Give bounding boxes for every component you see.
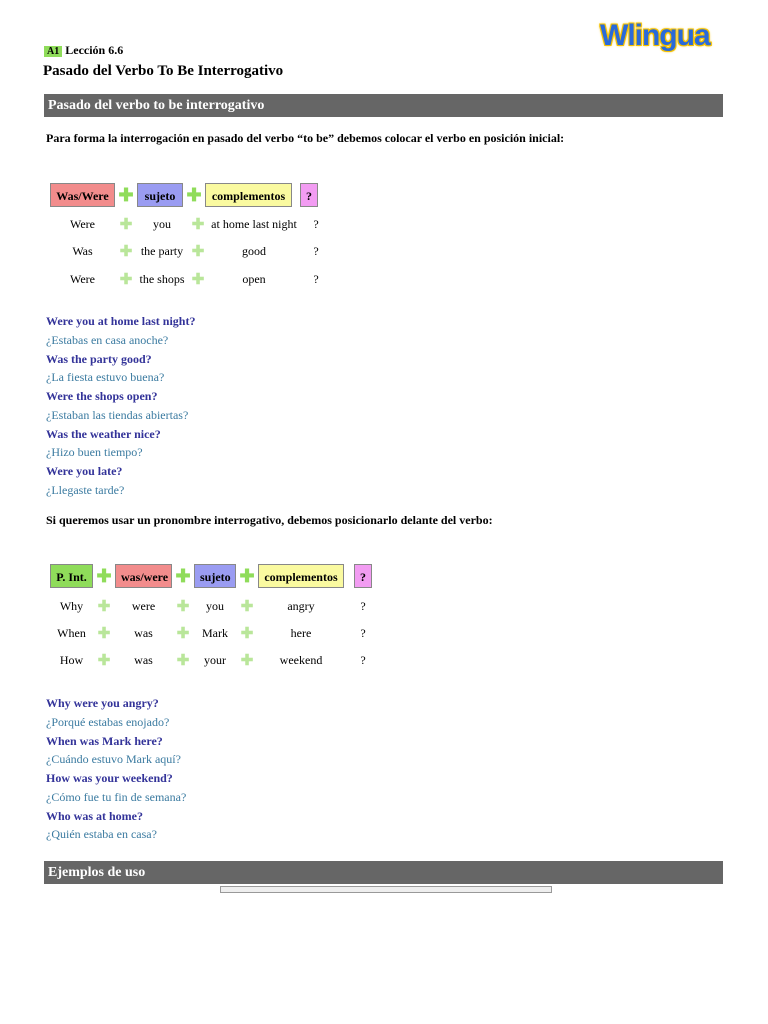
section-header-examples: Ejemplos de uso bbox=[44, 861, 723, 884]
plus-icon: ✚ bbox=[240, 625, 254, 642]
example-spanish: ¿Llegaste tarde? bbox=[46, 482, 125, 497]
example-english: Was the weather nice? bbox=[46, 426, 161, 441]
formula-cell: ? bbox=[313, 243, 319, 258]
formula-cell: you bbox=[206, 598, 224, 613]
intro-paragraph-2: Si queremos usar un pronombre interrogativo, debemos posicionarlo delante del verbo: bbox=[46, 513, 493, 527]
formula-2-row bbox=[50, 651, 372, 669]
example-spanish: ¿Estaban las tiendas abiertas? bbox=[46, 407, 189, 422]
example-spanish: ¿La fiesta estuvo buena? bbox=[46, 370, 165, 384]
formula-subject-box: sujeto bbox=[137, 183, 183, 207]
plus-icon: ✚ bbox=[186, 184, 202, 205]
formula-complement-box: complementos bbox=[258, 564, 344, 588]
examples-list-2 bbox=[46, 694, 186, 844]
example-english: Were the shops open? bbox=[46, 389, 158, 403]
plus-icon: ✚ bbox=[97, 625, 111, 642]
formula-cell: angry bbox=[287, 598, 315, 613]
plus-icon: ✚ bbox=[191, 243, 205, 260]
formula-cell: When bbox=[57, 625, 86, 640]
plus-icon: ✚ bbox=[176, 652, 190, 669]
formula-cell: open bbox=[242, 271, 266, 286]
plus-icon: ✚ bbox=[96, 565, 112, 586]
formula-cell: the shops bbox=[139, 271, 185, 286]
plus-icon: ✚ bbox=[176, 625, 190, 642]
formula-cell: the party bbox=[140, 243, 184, 258]
formula-cell: Was bbox=[72, 243, 93, 258]
example-english: Why were you angry? bbox=[46, 696, 159, 710]
formula-cell: your bbox=[204, 652, 226, 667]
formula-verb-box: Was/Were bbox=[50, 183, 115, 207]
formula-cell: Were bbox=[69, 216, 95, 231]
example-english: Who was at home? bbox=[46, 808, 144, 823]
formula-cell: ? bbox=[360, 625, 366, 640]
formula-2 bbox=[50, 564, 372, 588]
formula-cell: ? bbox=[313, 271, 319, 286]
formula-cell: ? bbox=[313, 216, 319, 231]
plus-icon: ✚ bbox=[118, 184, 134, 205]
plus-icon: ✚ bbox=[175, 565, 191, 586]
formula-pronoun-box: P. Int. bbox=[50, 564, 93, 588]
plus-icon: ✚ bbox=[119, 271, 133, 288]
formula-cell: Why bbox=[59, 598, 84, 613]
plus-icon: ✚ bbox=[240, 598, 254, 615]
formula-cell: Mark bbox=[202, 625, 228, 640]
formula-2-row bbox=[50, 624, 372, 642]
intro-paragraph: Para forma la interrogación en pasado del verbo “to be” debemos colocar el verbo en posición inicial: bbox=[46, 131, 565, 145]
example-spanish: ¿Cuándo estuvo Mark aquí? bbox=[46, 752, 181, 766]
formula-1-row bbox=[50, 270, 325, 288]
lesson-title: Pasado del Verbo To Be Interrogativo bbox=[43, 63, 284, 79]
formula-subject-box: sujeto bbox=[194, 564, 236, 588]
formula-cell: ? bbox=[360, 598, 366, 613]
horizontal-scrollbar[interactable] bbox=[220, 886, 552, 893]
formula-question-box: ? bbox=[354, 564, 372, 588]
plus-icon: ✚ bbox=[240, 652, 254, 669]
example-spanish: ¿Estabas en casa anoche? bbox=[46, 332, 169, 347]
plus-icon: ✚ bbox=[119, 216, 133, 233]
plus-icon: ✚ bbox=[176, 598, 190, 615]
example-english: When was Mark here? bbox=[46, 733, 163, 748]
wlingua-logo[interactable] bbox=[600, 18, 710, 54]
formula-1 bbox=[50, 183, 318, 207]
formula-cell: weekend bbox=[279, 652, 323, 667]
formula-cell: you bbox=[153, 216, 171, 231]
formula-2-row bbox=[50, 597, 372, 615]
formula-cell: was bbox=[134, 625, 153, 640]
formula-cell: good bbox=[242, 243, 266, 258]
lesson-number bbox=[44, 43, 123, 58]
example-spanish: ¿Hizo buen tiempo? bbox=[46, 445, 143, 459]
example-spanish: ¿Porqué estabas enojado? bbox=[46, 714, 170, 729]
section-header-grammar: Pasado del verbo to be interrogativo bbox=[44, 94, 723, 117]
logo-text: Wlingua bbox=[600, 19, 710, 52]
formula-cell: Were bbox=[69, 271, 95, 286]
example-english: Were you at home last night? bbox=[46, 314, 196, 328]
formula-1-row bbox=[50, 215, 325, 233]
level-badge: A1 bbox=[44, 46, 62, 57]
example-english: Was the party good? bbox=[46, 351, 152, 366]
formula-question-box: ? bbox=[300, 183, 318, 207]
formula-cell: was bbox=[134, 652, 153, 667]
plus-icon: ✚ bbox=[97, 652, 111, 669]
lesson-number-text: Lección 6.6 bbox=[65, 43, 124, 57]
formula-cell: at home last night bbox=[211, 216, 297, 231]
formula-verb-box: was/were bbox=[115, 564, 172, 588]
example-spanish: ¿Cómo fue tu fin de semana? bbox=[46, 789, 187, 804]
formula-cell: ? bbox=[360, 652, 366, 667]
example-english: How was your weekend? bbox=[46, 771, 173, 785]
formula-complement-box: complementos bbox=[205, 183, 292, 207]
formula-1-row bbox=[50, 242, 325, 260]
plus-icon: ✚ bbox=[239, 565, 255, 586]
plus-icon: ✚ bbox=[191, 216, 205, 233]
plus-icon: ✚ bbox=[119, 243, 133, 260]
example-spanish: ¿Quién estaba en casa? bbox=[46, 827, 157, 841]
formula-cell: were bbox=[131, 598, 156, 613]
plus-icon: ✚ bbox=[97, 598, 111, 615]
examples-list-1 bbox=[46, 312, 195, 500]
formula-cell: here bbox=[290, 625, 312, 640]
example-english: Were you late? bbox=[46, 464, 123, 478]
plus-icon: ✚ bbox=[191, 271, 205, 288]
formula-cell: How bbox=[59, 652, 84, 667]
